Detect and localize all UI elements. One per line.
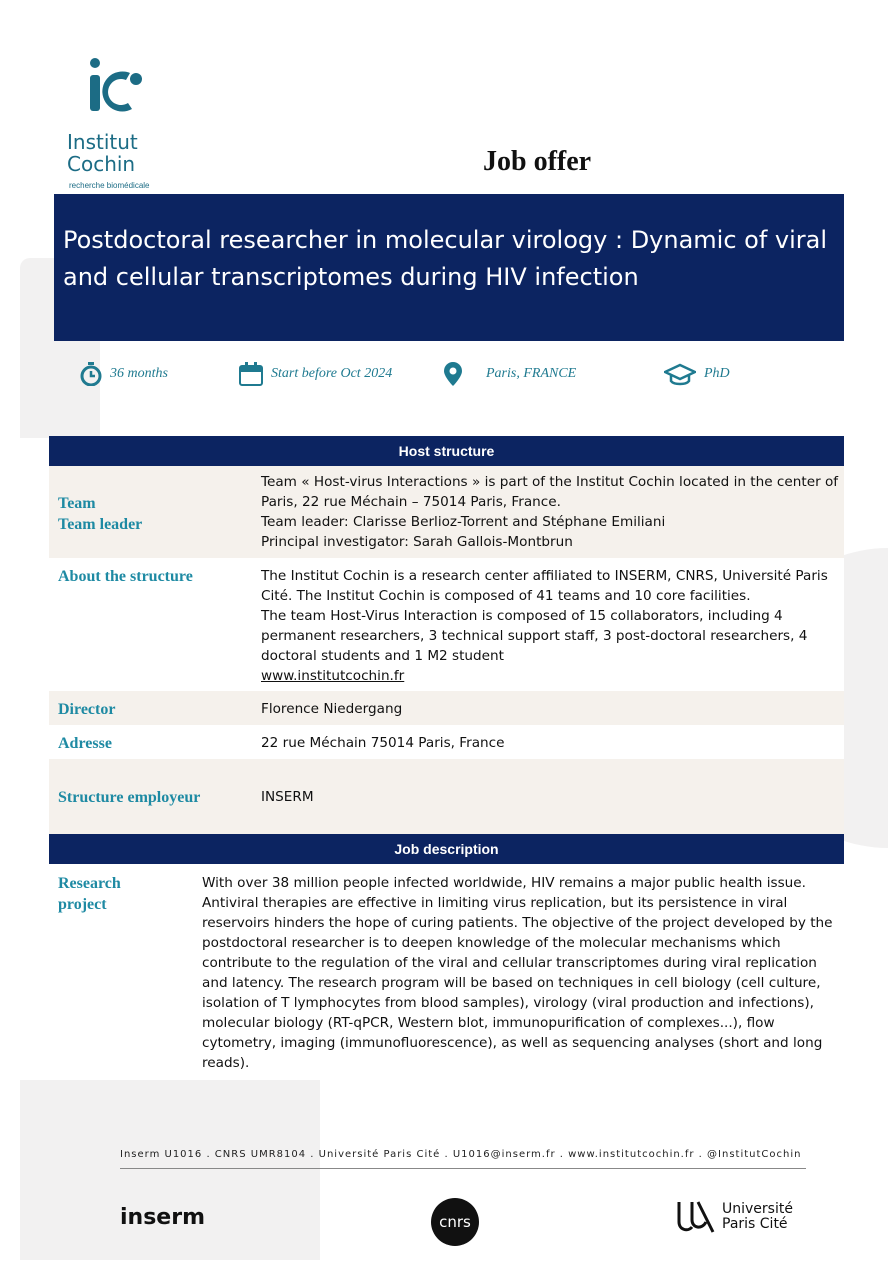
universite-paris-cite-logo	[676, 1200, 793, 1234]
about-value	[261, 566, 841, 686]
universite-paris-cite-mark-icon	[676, 1200, 716, 1234]
inserm-logo	[120, 1205, 205, 1230]
upc-line1: Université	[722, 1201, 793, 1217]
team-label-line2: Team leader	[58, 516, 143, 533]
director-row	[49, 691, 844, 725]
research-label-line1: Research	[58, 875, 121, 892]
cnrs-logo-text: cnrs	[439, 1213, 471, 1231]
about-text-para1: The Institut Cochin is a research center affiliated to INSERM, CNRS, Université Paris Cité. The Institut Cochin is composed of 41 teams and 10 core facilities.	[261, 568, 828, 604]
footer-contact-line: Inserm U1016 . CNRS UMR8104 . Université Paris Cité . U1016@inserm.fr . www.institutcochin.fr . @InstitutCochin	[120, 1149, 802, 1160]
team-text-line2: Team leader: Clarisse Berlioz-Torrent and Stéphane Emiliani	[261, 514, 666, 530]
address-value: 22 rue Méchain 75014 Paris, France	[261, 735, 505, 751]
employer-row	[49, 759, 844, 834]
employer-value: INSERM	[261, 789, 314, 805]
meta-location	[444, 360, 576, 388]
logo-name	[67, 131, 138, 175]
ic-logo-mark-icon	[86, 55, 146, 115]
address-label: Adresse	[58, 735, 112, 752]
research-project-row	[49, 864, 844, 1079]
cnrs-logo	[431, 1198, 479, 1246]
employer-label: Structure employeur	[58, 789, 201, 806]
location-text: Paris, FRANCE	[486, 366, 577, 381]
about-row	[49, 558, 844, 691]
logo-name-line1: Institut	[67, 130, 138, 154]
footer-divider	[120, 1168, 806, 1169]
host-structure-heading: Host structure	[49, 436, 844, 466]
about-text-para2: The team Host-Virus Interaction is composed of 15 collaborators, including 4 permanent researchers, 3 technical support staff, 3 post-doctoral researchers, 4 doctoral students and 1 M2 student	[261, 608, 808, 664]
logo-tagline: recherche biomédicale	[69, 181, 150, 190]
upc-line2: Paris Cité	[722, 1216, 788, 1232]
director-label: Director	[58, 701, 116, 718]
degree-text: PhD	[704, 366, 730, 381]
document-type-heading: Job offer	[483, 146, 592, 177]
start-text: Start before Oct 2024	[271, 366, 393, 381]
location-pin-icon	[444, 362, 462, 386]
director-value: Florence Niedergang	[261, 701, 403, 717]
institute-website-link[interactable]: www.institutcochin.fr	[261, 668, 405, 684]
calendar-icon	[239, 362, 263, 386]
research-description: With over 38 million people infected worldwide, HIV remains a major public health issue. Antiviral therapies are effective in limiting virus replication, but its persistence in viral reservoirs hinders the hope of curing patients. The objective of the project developed by the postdoctoral researcher is to deepen knowledge of the molecular mechanisms which contribute to the regulation of the viral and cellular transcriptomes during viral replication and latency. The research program will be based on techniques in cell biology (cell culture, isolation of T lymphocytes from blood samples), virology (viral production and infections), molecular biology (RT-qPCR, Western blot, immunopurification of complexes...), flow cytometry, imaging (immunofluorescence), as well as sequencing analyses (short and long reads).	[202, 875, 833, 1071]
team-value	[261, 472, 841, 552]
meta-degree	[664, 360, 730, 388]
title-banner	[54, 194, 844, 341]
team-label	[58, 493, 142, 535]
stopwatch-icon	[80, 362, 102, 386]
team-label-line1: Team	[58, 495, 96, 512]
about-label: About the structure	[58, 568, 193, 585]
duration-text: 36 months	[110, 366, 168, 381]
research-label	[58, 873, 121, 915]
research-label-line2: project	[58, 896, 107, 913]
address-row	[49, 725, 844, 759]
meta-start	[239, 360, 392, 388]
meta-duration	[80, 360, 168, 388]
job-description-heading: Job description	[49, 834, 844, 864]
job-title: Postdoctoral researcher in molecular virology : Dynamic of viral and cellular transcriptomes during HIV infection	[63, 226, 828, 291]
inserm-logo-text: inserm	[120, 1205, 205, 1230]
team-row	[49, 466, 844, 558]
team-text-line3: Principal investigator: Sarah Gallois-Montbrun	[261, 534, 573, 550]
logo-name-line2: Cochin	[67, 152, 136, 176]
background-shape-bottom	[20, 1080, 320, 1260]
team-text-line1: Team « Host-virus Interactions » is part of the Institut Cochin located in the center of Paris, 22 rue Méchain – 75014 Paris, France.	[261, 474, 839, 510]
graduation-cap-icon	[664, 362, 696, 386]
